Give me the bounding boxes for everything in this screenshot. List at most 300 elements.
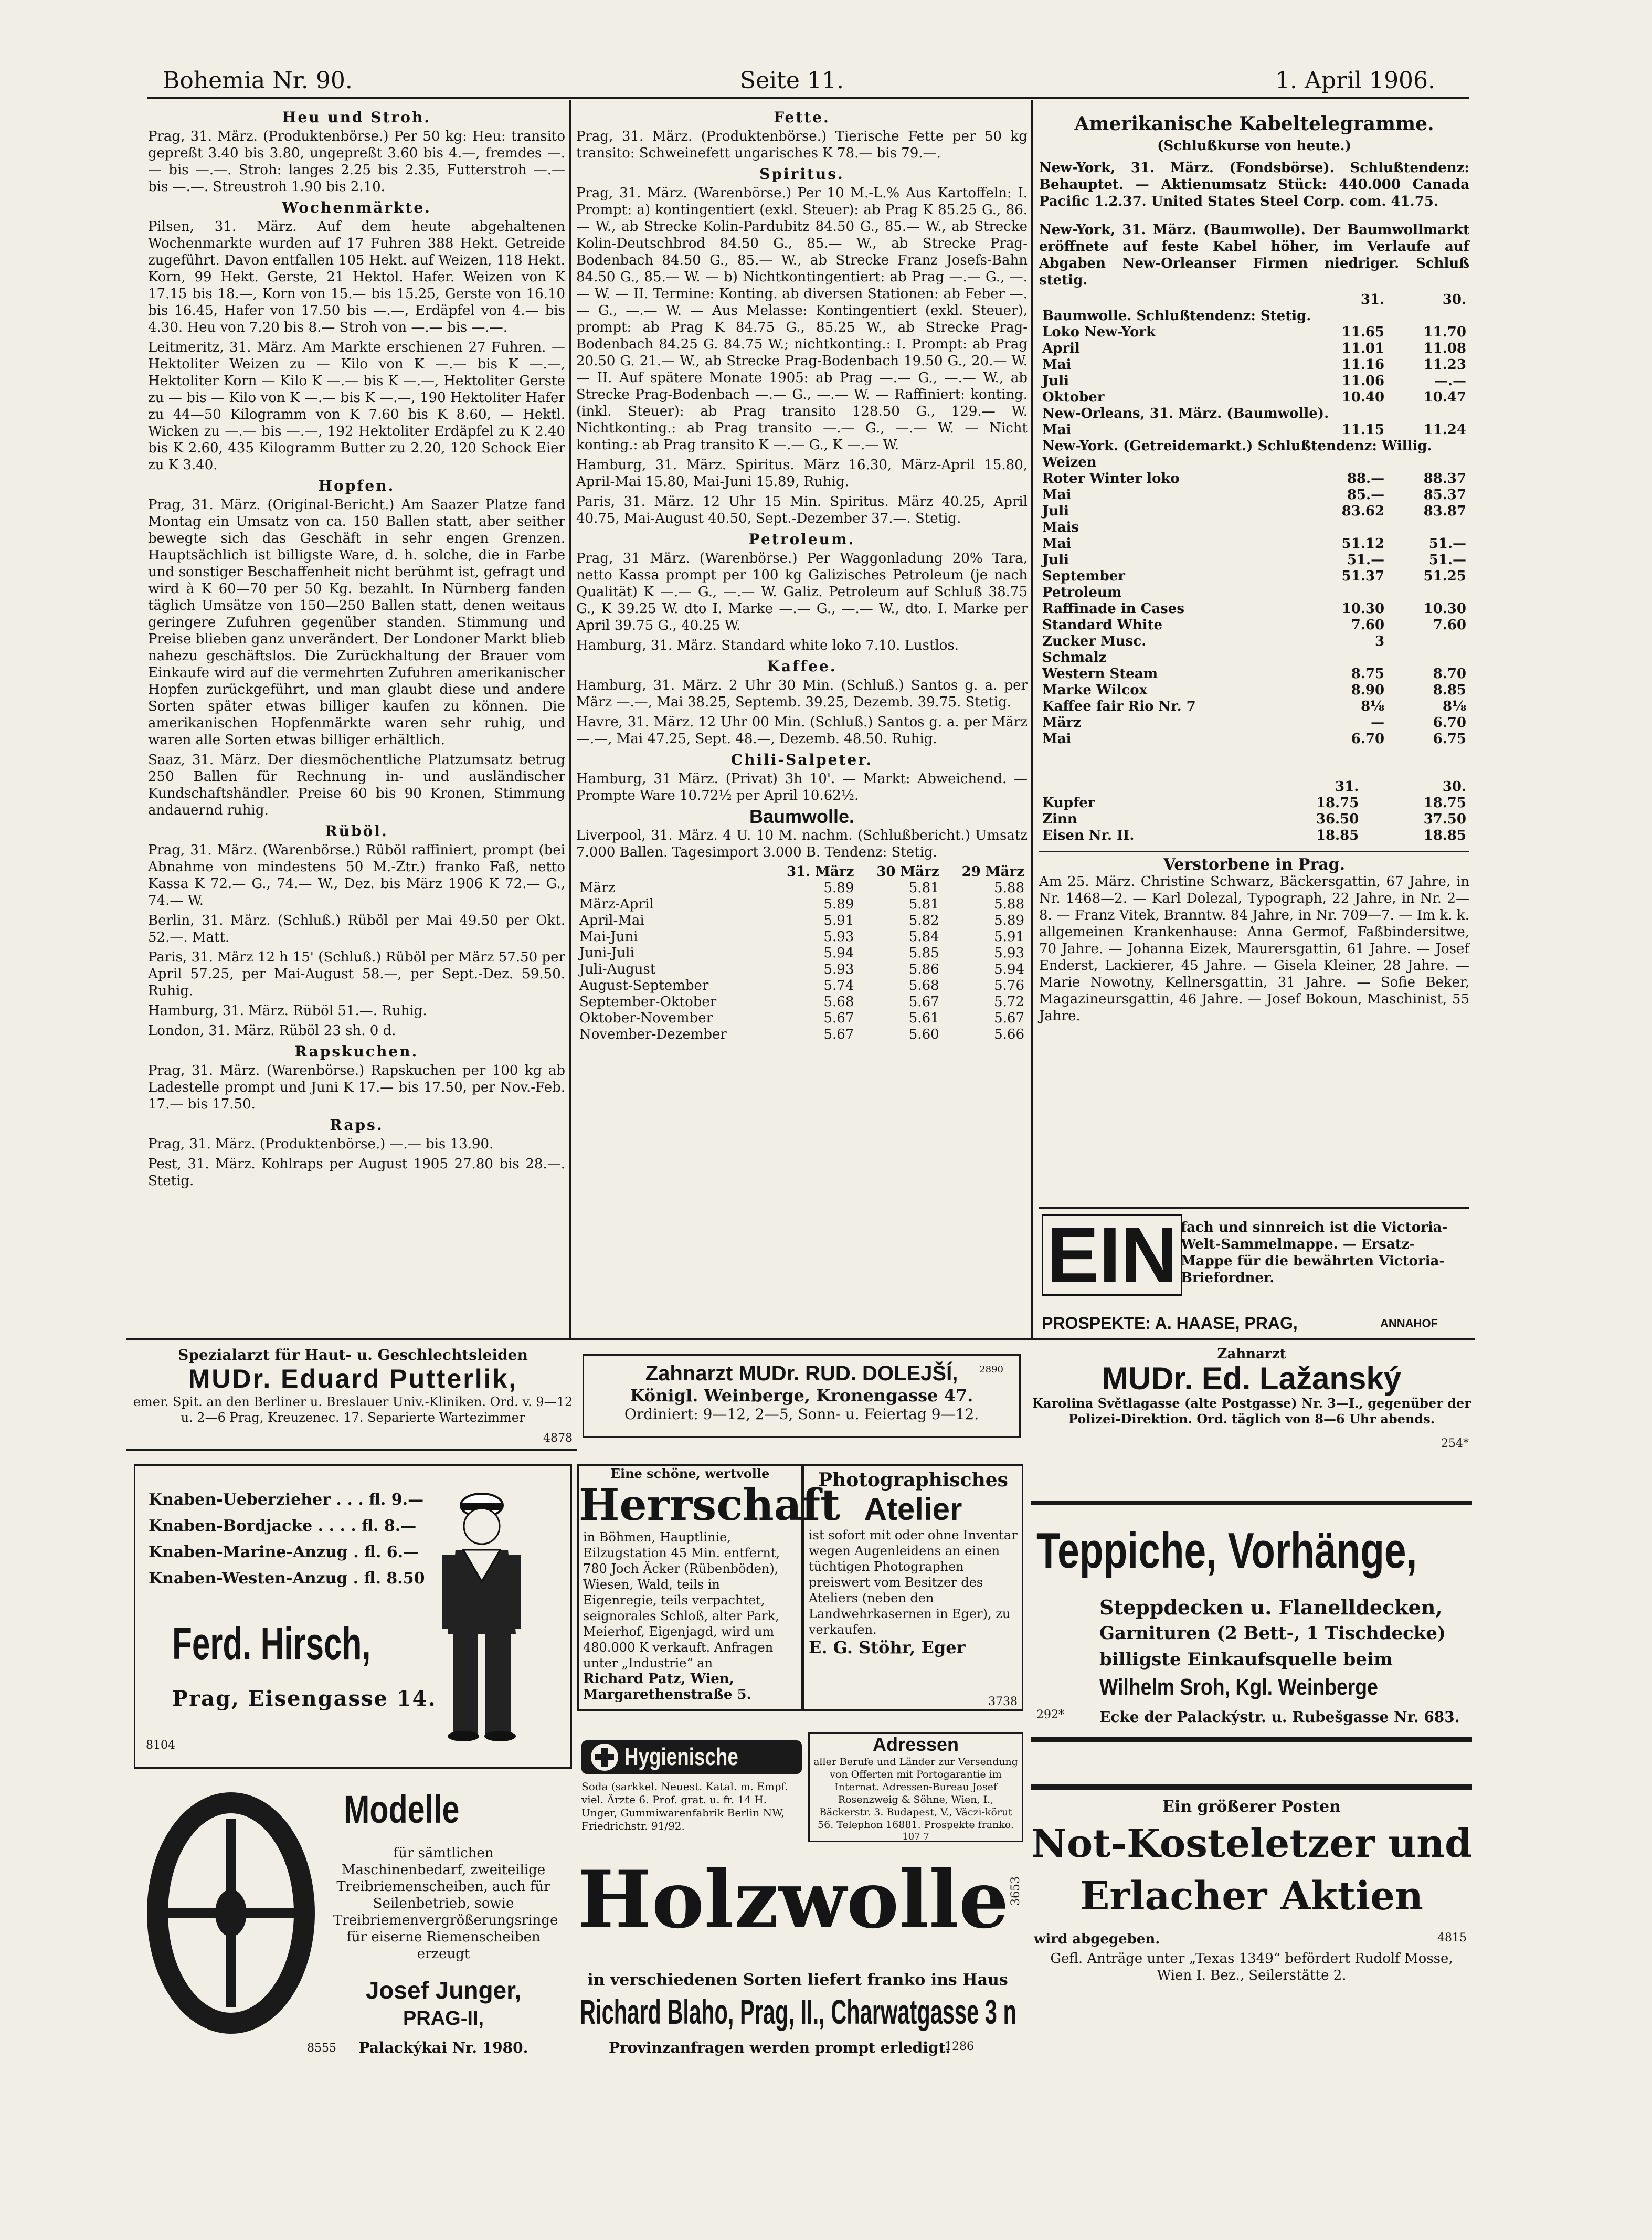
table-row: [576, 978, 1028, 994]
cotton-cell: 5.72: [994, 994, 1024, 1010]
market-report: Hamburg, 31. März. Spiritus. März 16.30, März-April 15.80, April-Mai 15.80, Mai-Juni 15.89, Ruhig.: [576, 457, 1028, 490]
section-heading: Verstorbene in Prag.: [1163, 855, 1346, 874]
cotton-cell: 5.89: [823, 896, 854, 912]
ad-text: aller Berufe und Länder zur Versendung von Offerten mit Portogarantie im Internat. Adressen-Bureau Josef Rosenzweig & Söhne, Wien, I., Bäckerstr. 3. Budapest, V., Väczi-körut 56. Telephon 16881. Prospekte franko.: [813, 1756, 1018, 1831]
column-divider-2: [1031, 100, 1033, 1338]
table-row: [1039, 324, 1469, 341]
ad-address: Ecke der Palackýstr. u. Rubešgasse Nr. 683.: [1099, 1708, 1460, 1726]
cotton-header-cell: 31. März: [786, 864, 854, 880]
quote-cell: 6.75: [1433, 731, 1466, 747]
table-row: [1039, 552, 1469, 568]
table-row: [1039, 617, 1469, 633]
quote-cell: Mai: [1042, 536, 1072, 552]
ad-number: 2890: [979, 1364, 1003, 1375]
quote-cell: 7.60: [1433, 617, 1466, 633]
cotton-cell: Mai-Juni: [579, 929, 638, 945]
quote-cell: 10.40: [1341, 389, 1385, 405]
cotton-cell: 5.89: [994, 913, 1024, 928]
cotton-cell: 5.88: [994, 880, 1024, 896]
quote-cell: 11.70: [1423, 324, 1466, 340]
ad-company-name: Wilhelm Sroh, Kgl. Weinberge: [1099, 1674, 1378, 1700]
quote-cell: 3: [1374, 633, 1385, 649]
cotton-header-cell: 30 März: [876, 864, 939, 880]
header-date: 1. April 1906.: [1275, 67, 1436, 94]
ad-doctor-name: Zahnarzt MUDr. RUD. DOLEJŠÍ,: [645, 1362, 958, 1385]
quote-cell: Juli: [1042, 373, 1069, 389]
ad-heading: Spezialarzt für Haut- u. Geschlechtsleiden: [178, 1346, 528, 1364]
quote-group-label: Mais: [1042, 520, 1079, 535]
ad-company-name: Richard Blaho, Prag, II., Charwatgasse 3 n: [580, 1992, 1016, 2031]
quote-cell: 51.12: [1341, 536, 1385, 552]
ad-big-word: Teppiche, Vorhänge,: [1036, 1523, 1417, 1579]
ad-big-word: EIN: [1042, 1214, 1182, 1296]
table-row: [1039, 308, 1469, 324]
ad-text: emer. Spit. an den Berliner u. Breslauer Univ.-Kliniken. Ord. v. 9—12 u. 2—6 Prag, Kreuzenec. 17. Separierte Wartezimmer: [133, 1394, 573, 1425]
column-markets-left: [148, 105, 565, 1338]
metal-quote-cell: 18.75: [1316, 795, 1359, 811]
cotton-price-table: [576, 864, 1028, 1043]
price-list-item: Knaben-Marine-Anzug . fl. 6.—: [149, 1543, 419, 1561]
metal-quote-cell: 18.75: [1423, 795, 1466, 811]
ad-number: 8104: [146, 1739, 175, 1752]
market-report: Prag, 31. März. (Produktenbörse.) Per 50 kg: Heu: transito gepreßt 3.40 bis 3.80, ungepreßt 3.60 bis 4.—, fremdes —.— bis —.—. Stroh: langes 2.25 bis 2.35, Futterstroh —.— bis —.—. Streustroh 1.90 bis 2.10.: [148, 129, 565, 195]
cotton-cell: 5.91: [994, 929, 1024, 945]
ad-text: Soda (sarkkel. Neuest. Katal. m. Empf. viel. Ärzte 6. Prof. grat. u. fr. 14 H. Unger, Gummiwarenfabrik Berlin NW, Friedrichstr. 91/92.: [581, 1780, 788, 1832]
cotton-cell: 5.88: [994, 896, 1024, 912]
quote-header-cell: 30.: [1442, 292, 1466, 308]
market-report: Prag, 31. März. (Warenbörse.) Per 10 M.-L.% Aus Kartoffeln: I. Prompt: a) kontingentiert (exkl. Steuer): ab Prag K 85.25 G., 86.— W., ab Strecke Kolin-Pardubitz 84.50 G., 85.— W., ab Strecke Kolin-Deutschbrod 84.50 G., 85.— W., ab Strecke Prag-Bodenbach 84.50 G., 85.— W., ab Strecke Franz Josefs-Bahn 84.50 G., 85.— W. — b) Nichtkontingentiert: ab Prag —.— G., —.— W. — II. Termine: Konting. ab diversen Stationen: ab Feber —.— G., —.— W. — Aus Melasse: Kontingentiert (exkl. Steuer), prompt: ab Prag K 84.75 G., 85.25 W., ab Strecke Prag-Bodenbach 84.25 G. 84.75 W.; nichtkonting.: I. Prompt: ab Prag 20.50 G. 21.— W., ab Strecke Prag-Bodenbach 19.50 G., 20.— W. — II. Auf spätere Monate 1905: ab Prag —.— G., —.— W., ab Strecke Prag-Bodenbach —.— G., —.— W. — Raffiniert: konting. (inkl. Steuer): ab Prag transito 128.50 G., 129.— W. Nichtkonting.: ab Prag transito —.— G., —.— W. — Nicht konting.: ab Prag transito K —.— G., K —.— W.: [576, 185, 1028, 453]
cotton-cell: August-September: [579, 978, 709, 994]
quote-cell: März: [1042, 715, 1082, 731]
quote-cell: 8⅛: [1361, 699, 1385, 714]
price-list-item: Knaben-Ueberzieher . . . fl. 9.—: [149, 1491, 424, 1509]
ad-line: Provinzanfragen werden prompt erledigt.: [609, 2039, 951, 2056]
table-row: [1039, 811, 1469, 828]
table-row: [576, 880, 1028, 896]
ad-big-line: Erlacher Aktien: [1079, 1874, 1423, 1919]
quote-cell: 11.01: [1341, 341, 1385, 356]
cotton-cell: 5.67: [823, 1027, 854, 1042]
victoria-mappe-ad: [1039, 1207, 1469, 1336]
ad-rule: [1031, 1737, 1472, 1742]
table-row: [576, 945, 1028, 961]
dolejsi-ad: [583, 1354, 1021, 1438]
quote-cell: 11.24: [1423, 422, 1466, 438]
table-row: [1039, 699, 1469, 715]
quote-cell: 6.70: [1351, 731, 1385, 747]
section-heading: Chili-Salpeter.: [730, 751, 873, 768]
section-heading: Kaffee.: [767, 658, 837, 675]
quote-cell: [1388, 633, 1469, 650]
metal-quote-cell: [1039, 779, 1255, 795]
quote-cell: 51.37: [1341, 568, 1385, 584]
quote-cell: 8.70: [1433, 666, 1466, 682]
quote-group-label: New-Orleans, 31. März. (Baumwolle).: [1042, 406, 1329, 421]
cotton-cell: 5.68: [823, 994, 854, 1010]
quote-cell: Mai: [1042, 487, 1072, 503]
quote-group-label: New-York. (Getreidemarkt.) Schlußtendenz: Willig.: [1042, 438, 1432, 454]
metal-quote-cell: Kupfer: [1042, 795, 1095, 811]
quote-cell: Standard White: [1042, 617, 1163, 633]
quote-cell: 11.15: [1341, 422, 1385, 438]
ad-big-word: Herrschaft: [579, 1480, 841, 1530]
table-row: [1039, 520, 1469, 536]
ad-footer: PROSPEKTE: A. HAASE, PRAG,: [1042, 1314, 1298, 1333]
cotton-cell: 5.67: [994, 1010, 1024, 1026]
table-row: [1039, 666, 1469, 682]
cotton-cell: November-Dezember: [579, 1027, 727, 1042]
quote-cell: 51.—: [1347, 552, 1385, 568]
section-heading: Raps.: [330, 1116, 384, 1134]
ad-text: ist sofort mit oder ohne Inventar wegen Augenleidens an einen tüchtigen Photographen preiswert vom Besitzer des Ateliers (neben den Landwehrkasernen in Eger), zu verkaufen.: [809, 1528, 1018, 1637]
column-markets-middle: [576, 105, 1028, 1338]
ad-number: 3653: [1009, 1876, 1022, 1906]
quote-cell: 10.30: [1423, 601, 1466, 617]
market-report: Paris, 31. März. 12 Uhr 15 Min. Spiritus. März 40.25, April 40.75, Mai-August 40.50, Sept.-Dezember 37.—. Stetig.: [576, 494, 1028, 526]
metal-quote-cell: 36.50: [1316, 811, 1359, 827]
quote-cell: 10.47: [1423, 389, 1466, 405]
market-report: New-York, 31. März. (Baumwolle). Der Baumwollmarkt eröffnete auf feste Kabel höher, im Verlaufe auf Abgaben New-Orleanser Firmen niedriger. Schluß stetig.: [1039, 222, 1469, 288]
cotton-cell: 5.84: [908, 929, 939, 945]
ads-top-rule: [126, 1338, 1475, 1340]
cotton-cell: Oktober-November: [579, 1010, 713, 1026]
ad-address: Königl. Weinberge, Kronengasse 47.: [630, 1386, 973, 1406]
ad-big-line: Not-Kosteletzer und: [1031, 1821, 1472, 1866]
market-report: Liverpool, 31. März. 4 U. 10 M. nachm. (Schlußbericht.) Umsatz 7.000 Ballen. Tagesimport 3.000 B. Tendenz: Stetig.: [576, 828, 1028, 860]
table-row: [576, 913, 1028, 929]
market-report: Prag, 31. März. (Produktenbörse.) —.— bis 13.90.: [148, 1136, 494, 1152]
market-report: Hamburg, 31. März. 2 Uhr 30 Min. (Schluß.) Santos g. a. per März —.—, Mai 38.25, Septemb. 39.25, Dezemb. 39.75. Stetig.: [576, 678, 1028, 710]
table-row: [576, 961, 1028, 978]
cotton-cell: 5.67: [908, 994, 939, 1010]
herrschaft-sale-ad: [577, 1464, 841, 1711]
cotton-cell: 5.81: [908, 896, 939, 912]
column-american-cables: [1039, 105, 1469, 1338]
section-heading: Fette.: [774, 109, 830, 126]
section-title: Amerikanische Kabeltelegramme.: [1074, 113, 1434, 135]
quote-cell: 83.87: [1423, 503, 1466, 519]
table-row: [576, 1027, 1028, 1043]
quote-cell: 85.—: [1347, 487, 1385, 503]
table-row: [576, 994, 1028, 1010]
quote-cell: 6.70: [1433, 715, 1466, 731]
quote-cell: Loko New-York: [1042, 324, 1156, 340]
quote-cell: Kaffee fair Rio Nr. 7: [1042, 699, 1196, 714]
header-rule: [147, 97, 1469, 99]
cotton-cell: 5.82: [908, 913, 939, 928]
cotton-header-cell: [576, 864, 766, 880]
quote-cell: Roter Winter loko: [1042, 471, 1180, 487]
quote-cell: Western Steam: [1042, 666, 1158, 682]
cotton-cell: März-April: [579, 896, 654, 912]
metals-quotes-table: [1039, 779, 1469, 844]
quote-cell: Raffinade in Cases: [1042, 601, 1184, 617]
cotton-cell: 5.89: [823, 880, 854, 896]
section-subtitle: (Schlußkurse von heute.): [1157, 138, 1351, 154]
ad-footer-location: ANNAHOF: [1380, 1317, 1438, 1330]
cotton-cell: 5.76: [994, 978, 1024, 994]
table-row: [1039, 568, 1469, 585]
quote-cell: Juli: [1042, 552, 1069, 568]
market-report: London, 31. März. Rüböl 23 sh. 0 d.: [148, 1023, 396, 1039]
market-report: Prag, 31. März. (Warenbörse.) Rüböl raffiniert, prompt (bei Abnahme von mindestens 50 M.-Ztr.) franko Faß, netto Kassa K 72.— G., 74.— W., Dez. bis März 1906 K 72.— G., 74.— W.: [148, 842, 565, 908]
ad-number: 3738: [988, 1695, 1018, 1708]
market-report: Prag, 31. März. (Produktenbörse.) Tierische Fette per 50 kg transito: Schweinefett ungarisches K 78.— bis 79.—.: [576, 129, 1028, 161]
table-row: [576, 929, 1028, 945]
market-report: Paris, 31. März 12 h 15' (Schluß.) Rüböl per März 57.50 per April 57.25, per Mai-August 58.—, per Sept.-Dez. 59.50. Ruhig.: [148, 949, 565, 999]
cotton-cell: 5.85: [908, 945, 939, 961]
market-report: Hamburg, 31. März. Standard white loko 7.10. Lustlos.: [576, 638, 959, 653]
quote-group-label: Schmalz: [1042, 650, 1107, 665]
quote-cell: September: [1042, 568, 1125, 584]
cotton-cell: 5.68: [908, 978, 939, 994]
ad-line: Steppdecken u. Flanelldecken,: [1099, 1596, 1443, 1619]
header-issue: Bohemia Nr. 90.: [163, 67, 353, 94]
ad-doctor-name: MUDr. Eduard Putterlik,: [188, 1364, 518, 1393]
ad-line: wird abgegeben.: [1034, 1931, 1160, 1947]
quote-cell: 51.25: [1423, 568, 1466, 584]
market-report: Leitmeritz, 31. März. Am Markte erschienen 27 Fuhren. — Hektoliter Weizen zu — Kilo von K —.— bis K —.—, Hektoliter Korn — Kilo K —.— bis K —.—, Hektoliter Gerste zu — bis — Kilo von K —.— bis K —.—, 190 Hektoliter Hafer zu 44—50 Kilogramm von K 7.60 bis K 8.60, — Hektl. Wicken zu —.— bis —.—, 192 Hektoliter Erdäpfel zu K 2.40 bis K 2.60, 435 Kilogramm Butter zu 2.20, 120 Schock Eier zu K 3.40.: [148, 340, 565, 473]
table-row: [1039, 828, 1469, 844]
modelle-ad: [134, 1777, 572, 2070]
cotton-cell: 5.67: [823, 1010, 854, 1026]
section-heading: Spiritus.: [759, 165, 844, 183]
ad-text: fach und sinnreich ist die Victoria-Welt-Sammelmappe. — Ersatz-Mappe für die bewährten Victoria-Briefordner.: [1181, 1220, 1448, 1286]
ad-heading: Eine schöne, wertvolle: [610, 1466, 770, 1481]
ad-big-word: Atelier: [864, 1492, 962, 1527]
ad-heading: Zahnarzt: [1217, 1346, 1286, 1362]
table-row: [1039, 731, 1469, 747]
quote-cell: 88.37: [1423, 471, 1466, 487]
hirsch-clothing-ad: [134, 1464, 572, 1769]
quote-cell: —.—: [1434, 373, 1466, 389]
ad-number: 107 7: [902, 1831, 929, 1842]
quote-group-label: Baumwolle. Schlußtendenz: Stetig.: [1042, 308, 1311, 324]
quote-cell: 88.—: [1347, 471, 1385, 487]
table-row: [1039, 471, 1469, 487]
quote-cell: 10.30: [1341, 601, 1385, 617]
quote-cell: 11.16: [1341, 357, 1385, 373]
section-heading: Rüböl.: [325, 822, 388, 840]
price-list-item: Knaben-Bordjacke . . . . fl. 8.—: [149, 1517, 417, 1535]
ad-doctor-name: MUDr. Ed. Lažanský: [1102, 1361, 1402, 1396]
metal-quote-cell: 31.: [1335, 779, 1359, 795]
lazansky-ad: [1031, 1346, 1472, 1451]
cotton-cell: 5.86: [908, 961, 939, 977]
cotton-cell: 5.60: [908, 1027, 939, 1042]
table-row: [1039, 341, 1469, 357]
market-report: Hamburg, 31 März. (Privat) 3h 10'. — Markt: Abweichend. — Prompte Ware 10.72½ per April 10.62½.: [576, 771, 1028, 804]
table-row: [1039, 438, 1469, 455]
table-row: [1039, 682, 1469, 699]
ad-address: Palackýkai Nr. 1980.: [358, 2039, 528, 2056]
cotton-cell: 5.94: [994, 961, 1024, 977]
ad-heading: Ein größerer Posten: [1162, 1798, 1341, 1816]
ad-hours: Ordiniert: 9—12, 2—5, Sonn- u. Feiertag 9—12.: [624, 1406, 979, 1423]
metal-quote-cell: 30.: [1442, 779, 1466, 795]
section-heading: Heu und Stroh.: [282, 109, 431, 126]
ad-heading: Photographisches: [818, 1469, 1008, 1491]
table-row: [1039, 650, 1469, 666]
ad-line: Garnituren (2 Bett-, 1 Tischdecke): [1099, 1623, 1446, 1644]
table-row: [1039, 715, 1469, 731]
table-row: [1039, 373, 1469, 389]
american-quotes-table: [1039, 292, 1469, 747]
quote-cell: Mai: [1042, 357, 1072, 373]
cotton-cell: 5.94: [823, 945, 854, 961]
quote-cell: Mai: [1042, 731, 1072, 747]
teppiche-ad: [1031, 1501, 1472, 1753]
table-row: [1039, 585, 1469, 601]
quote-cell: 11.06: [1341, 373, 1385, 389]
quote-cell: Juli: [1042, 503, 1069, 519]
quote-header-cell: [1039, 292, 1306, 308]
cotton-cell: September-Oktober: [579, 994, 717, 1010]
quote-cell: 83.62: [1341, 503, 1385, 519]
market-report: Pest, 31. März. Kohlraps per August 1905 27.80 bis 28.—. Stetig.: [148, 1156, 565, 1189]
quote-cell: 8.85: [1433, 682, 1466, 698]
quote-cell: 8⅛: [1442, 699, 1466, 714]
metal-quote-cell: 37.50: [1423, 811, 1466, 827]
market-report: Havre, 31. März. 12 Uhr 00 Min. (Schluß.) Santos g. a. per März —.—, Mai 47.25, Sept. 48.—, Dezemb. 48.50. Ruhig.: [576, 714, 1028, 747]
ad-text: Gefl. Anträge unter „Texas 1349“ befördert Rudolf Mosse, Wien I. Bez., Seilerstätte 2.: [1050, 1951, 1453, 1983]
cotton-header-cell: 29 März: [961, 864, 1024, 880]
ad-heading: Adressen: [872, 1734, 959, 1755]
death-notices: Am 25. März. Christine Schwarz, Bäckersgattin, 67 Jahre, in Nr. 1468—2. — Karl Dolezal, Typograph, 22 Jahre, in Nr. 2—8. — Franz Vitek, Branntw. 84 Jahre, in Nr. 709—7. — Im k. k. allgemeinen Krankenhause: Anna Germof, Faßbindersitwe, 70 Jahre. — Johanna Eizek, Maurersgattin, 61 Jahre. — Josef Enderst, Lackierer, 45 Jahre. — Gisela Kleiner, 28 Jahre. — Marie Nowotny, Kellnersgattin, 31 Jahre. — Sofie Beker, Magazineursgattin, 46 Jahre. — Josef Bokoun, Maschinist, 55 Jahre.: [1039, 874, 1469, 1024]
cotton-cell: 5.61: [908, 1010, 939, 1026]
ad-big-word: Hygienische: [624, 1743, 738, 1770]
metal-quote-cell: Eisen Nr. II.: [1042, 828, 1135, 843]
ad-rule: [1031, 1784, 1472, 1790]
cotton-cell: 5.91: [823, 913, 854, 928]
column-divider-1: [569, 100, 571, 1338]
quote-cell: Marke Wilcox: [1042, 682, 1148, 698]
quote-cell: 8.90: [1351, 682, 1385, 698]
table-row: [1039, 406, 1469, 422]
cotton-cell: 5.66: [994, 1027, 1024, 1042]
quote-cell: 7.60: [1351, 617, 1385, 633]
table-row: [1039, 357, 1469, 373]
header-page-number: Seite 11.: [740, 67, 844, 94]
table-row: [1039, 601, 1469, 617]
table-row: [1039, 422, 1469, 438]
ad-number: 1286: [945, 2040, 974, 2053]
ad-big-word: Modelle: [344, 1788, 460, 1831]
ad-number: 254*: [1441, 1437, 1469, 1450]
ad-line: billigste Einkaufsquelle beim: [1099, 1649, 1393, 1670]
cotton-cell: 5.74: [823, 978, 854, 994]
ad-city: PRAG-II,: [403, 2007, 484, 2030]
ad-text: für sämtlichen Maschinenbedarf, zweiteilige Treibriemenscheiben, auch für Seilenbetrieb, sowie Treibriemenvergrößerungsringe für eiserne Riemenscheiben erzeugt: [333, 1845, 558, 1962]
cotton-cell: 5.93: [823, 961, 854, 977]
cotton-cell: 5.93: [994, 945, 1024, 961]
quote-cell: April: [1042, 341, 1080, 356]
section-heading: Baumwolle.: [749, 806, 855, 827]
pulley-wheel-illustration: [144, 1787, 317, 2039]
ad-signature: E. G. Stöhr, Eger: [809, 1637, 966, 1657]
cotton-cell: 5.81: [908, 880, 939, 896]
table-row: [1039, 503, 1469, 520]
cotton-cell: Juni-Juli: [579, 945, 634, 961]
table-row: [1039, 633, 1469, 650]
market-report: Prag, 31. März. (Warenbörse.) Rapskuchen per 100 kg ab Ladestelle prompt und Juni K 17.— bis 17.50, per Nov.-Feb. 17.— bis 17.50.: [148, 1063, 565, 1112]
market-report: New-York, 31. März. (Fondsbörse). Schlußtendenz: Behauptet. — Aktienumsatz Stück: 440.000 Canada Pacific 1.2.37. United States Steel Corp. com. 41.75.: [1039, 160, 1469, 209]
quote-cell: —: [1371, 715, 1385, 731]
ad-rule: [1031, 1501, 1472, 1505]
ad-big-word: Holzwolle: [577, 1854, 1009, 1946]
ad-address: Prag, Eisengasse 14.: [172, 1686, 437, 1711]
quote-cell: 11.65: [1341, 324, 1385, 340]
section-heading: Rapskuchen.: [294, 1043, 419, 1060]
quote-cell: Mai: [1042, 422, 1072, 438]
ad-text: Karolina Světlagasse (alte Postgasse) Nr. 3—I., gegenüber der Polizei-Direktion. Ord. täglich von 8—6 Uhr abends.: [1032, 1396, 1471, 1427]
table-row: [1039, 487, 1469, 503]
ad-footer: Richard Patz, Wien, Margarethenstraße 5.: [583, 1671, 751, 1703]
adressen-ad: [808, 1732, 1023, 1842]
metal-quote-cell: Zinn: [1042, 811, 1077, 827]
table-row: [1039, 536, 1469, 552]
quote-cell: 51.—: [1428, 536, 1466, 552]
ad-number: 4878: [543, 1432, 573, 1445]
ad-company-name: Ferd. Hirsch,: [172, 1619, 371, 1669]
cross-icon: [590, 1742, 619, 1772]
divider: [1039, 851, 1469, 852]
market-report: Berlin, 31. März. (Schluß.) Rüböl per Mai 49.50 per Okt. 52.—. Matt.: [148, 913, 565, 945]
ad-number: 8555: [307, 2042, 336, 2055]
table-row: [1039, 779, 1469, 795]
market-report: Prag, 31 März. (Warenbörse.) Per Waggonladung 20% Tara, netto Kassa prompt per 100 kg Galizisches Petroleum (je nach Qualität) K —.— G., —.— W. Galiz. Petroleum auf Schluß 38.75 G., K 39.25 W. dto I. Marke —.— G., —.— W., dto. I. Marke per April 39.75 G., 40.25 W.: [576, 551, 1028, 633]
table-row: [576, 896, 1028, 913]
price-list: [149, 1487, 425, 1592]
ad-text: in Böhmen, Hauptlinie, Eilzugstation 45 Min. entfernt, 780 Joch Äcker (Rübenböden), Wiesen, Wald, teils in Eigenregie, teils verpachtet, seignorales Schloß, alter Park, Meierhof, Eigenjagd, wird um 480.000 K verkauft. Anfragen unter „Industrie“ an: [583, 1530, 780, 1671]
market-report: Saaz, 31. März. Der diesmöchentliche Platzumsatz betrug 250 Ballen für Rechnung in- und ausländischer Kundschaftshändler. Preise 60 bis 90 Kronen, Stimmung andauernd ruhig.: [148, 752, 565, 818]
rule: [126, 1449, 577, 1451]
metal-quote-cell: 18.85: [1423, 828, 1466, 843]
aktien-ad: [1031, 1763, 1472, 2057]
section-heading: Wochenmärkte.: [282, 199, 431, 216]
putterlik-ad: [131, 1346, 575, 1446]
table-row: [576, 1010, 1028, 1027]
quote-cell: Oktober: [1042, 389, 1105, 405]
market-report: Prag, 31. März. (Original-Bericht.) Am Saazer Platze fand Montag ein Umsatz von ca. 150 Ballen statt, aber seither bewegte sich das Geschäft in sehr engen Grenzen. Hauptsächlich ist billigste Ware, d. h. solche, die in Farbe und sonstiger Beschaffenheit nicht berühmt ist, gefragt und wird à K 60—70 per 50 Kg. bezahlt. In Nürnberg fanden täglich Umsätze von 150—250 Ballen statt, denen weitaus geringere Zufuhren gegenüber standen. Stimmung und Preise blieben ganz unverändert. Der Londoner Markt blieb nahezu geschäftslos. Die Zurückhaltung der Brauer vom Einkaufe wird auf die vermehrten Zufuhren amerikanischer Hopfen zurückgeführt, und man glaubt diese und andere Sorten später etwas billiger kaufen zu können. Die amerikanischen Hopfenmärkte waren sehr ruhig, und waren alle Sorten etwas billiger erhältlich.: [148, 497, 565, 748]
quote-header-cell: 31.: [1360, 292, 1385, 308]
quote-group-label: Weizen: [1042, 455, 1097, 470]
cotton-cell: März: [579, 880, 616, 896]
ad-number: 292*: [1036, 1708, 1064, 1721]
ad-number: 4815: [1437, 1931, 1467, 1945]
table-row: [1039, 795, 1469, 811]
cotton-cell: April-Mai: [579, 913, 644, 928]
quote-cell: 8.75: [1351, 666, 1385, 682]
quote-cell: 11.08: [1423, 341, 1466, 356]
price-list-item: Knaben-Westen-Anzug . fl. 8.50: [149, 1569, 425, 1588]
quote-cell: 85.37: [1423, 487, 1466, 503]
section-heading: Petroleum.: [748, 531, 855, 548]
holzwolle-ad: [577, 1845, 1023, 2065]
market-report: Pilsen, 31. März. Auf dem heute abgehaltenen Wochenmarkte wurden auf 17 Fuhren 388 Hekt. Getreide zugeführt. Davon entfallen 105 Hekt. auf Weizen, 118 Hekt. Korn, 99 Hekt. Gerste, 21 Hektol. Hafer. Weizen von K 17.15 bis 18.—, Korn von 15.— bis 15.25, Gerste von 16.10 bis 16.45, Hafer von 17.50 bis —.—, Erdäpfel von 4.— bis 4.30. Heu von 7.20 bis 8.— Stroh von —.— bis —.—.: [148, 219, 565, 335]
cotton-cell: 5.93: [823, 929, 854, 945]
market-report: Hamburg, 31. März. Rüböl 51.—. Ruhig.: [148, 1003, 427, 1019]
metal-quote-cell: 18.85: [1316, 828, 1359, 843]
table-row: [1039, 455, 1469, 471]
table-row: [1039, 389, 1469, 406]
quote-cell: 51.—: [1428, 552, 1466, 568]
quote-cell: Zucker Musc.: [1042, 633, 1147, 649]
hygienische-ad: [577, 1737, 808, 1842]
ad-line: in verschiedenen Sorten liefert franko ins Haus: [587, 1971, 1008, 1989]
ad-company-name: Josef Junger,: [365, 1977, 522, 2004]
cotton-cell: Juli-August: [579, 961, 656, 977]
